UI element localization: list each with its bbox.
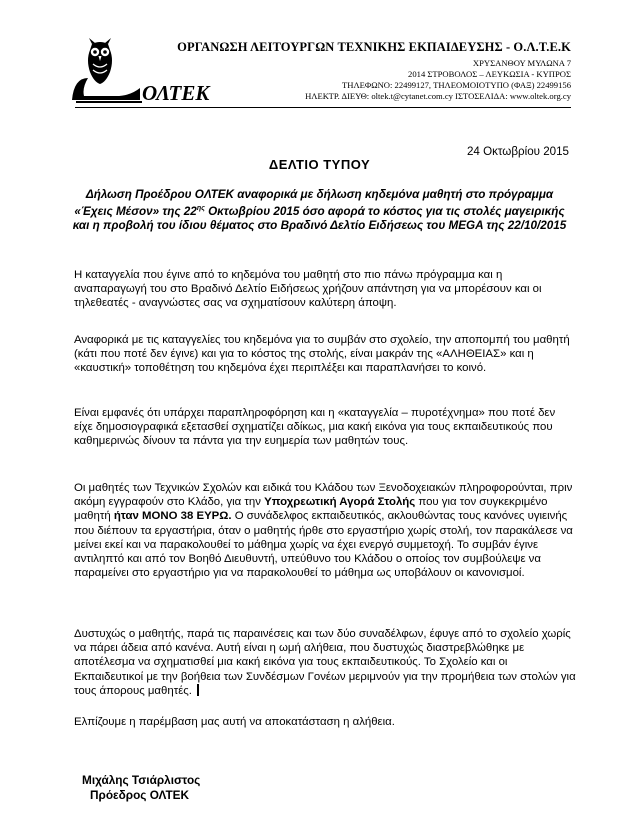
letterhead-info (177, 40, 571, 102)
contact-line: ΗΛΕΚΤΡ. ΔΙΕΥΘ: oltek.t@cytanet.com.cy ΙΣΤΟΣΕΛΙΔΑ: www.oltek.org.cy (305, 91, 571, 101)
document-title: ΔΕΛΤΙΟ ΤΥΠΟΥ (268, 157, 371, 172)
address-line-2: 2014 ΣΤΡΟΒΟΛΟΣ – ΛΕΥΚΩΣΙΑ - ΚΥΠΡΟΣ (408, 69, 571, 79)
headline (70, 188, 569, 233)
paragraph-5-text: Δυστυχώς ο μαθητής, παρά τις παραινέσεις και των δύο συναδέλφων, έφυγε από το σχολείο χωρίς να πάρει άδεια από κανένα. Αυτή είναι η ωμή αλήθεια, που δυστυχώς διαστρεβλώθηκε με αποτέλεσμα να σχηματισθεί μια κακή εικόνα για τους εκπαιδευτικούς. Το Σχολείο και οι Εκπαιδευτικοί με την βοήθεια των Συνδέσμων Γονέων μεριμνούν για την προμήθεια των στολών για τους άπορους μαθητές. (74, 628, 576, 697)
letterhead-divider (75, 107, 571, 108)
headline-superscript: ης (196, 205, 205, 212)
paragraph-3: Είναι εμφανές ότι υπάρχει παραπληροφόρηση και η «καταγγελία – πυροτέχνημα» που ποτέ δεν είχε δημοσιογραφικά εξετασθεί σχηματίζει αδίκως, μια κακή εικόνα για τους εκπαιδευτικούς που καθημερινώς δίνουν τα πάντα για την ευημερία των μαθητών τους. (74, 407, 556, 448)
release-date: 24 Οκτωβρίου 2015 (466, 145, 569, 158)
signature-block (82, 773, 200, 803)
signatory-name: Μιχάλης Τσιάρλιστος (82, 773, 201, 787)
paragraph-2: Αναφορικά με τις καταγγελίες του κηδεμόνα για το συμβάν στο σχολείο, την αποπομπή του μαθητή (κάτι που ποτέ δεν έγινε) και για το κόστος της στολής, είναι μακράν της «ΑΛΗΘΕΙΑΣ» και η «καυστική» τοποθέτηση του κηδεμόνα έχει περιπλέξει και παραπλανήσει το κοινό. (74, 334, 570, 375)
org-name: ΟΡΓΑΝΩΣΗ ΛΕΙΤΟΥΡΓΩΝ ΤΕΧΝΙΚΗΣ ΕΚΠΑΙΔΕΥΣΗΣ - Ο.Λ.Τ.Ε.Κ (177, 40, 571, 54)
headline-part-1: Δήλωση Προέδρου ΟΛΤΕΚ αναφορικά με δήλωση κηδεμόνα μαθητή στο πρόγραμμα «Έχεις Μέσον» της 22 (74, 188, 554, 218)
headline-part-2: Οκτωβρίου 2015 όσο αφορά το κόστος για τις στολές μαγειρικής και η προβολή του ίδιου θέματος στο Βραδινό Δελτίο Ειδήσεως του MEGA της 22/10/2015 (72, 204, 567, 232)
paragraph-4-bold-price: ήταν ΜΟΝΟ 38 ΕΥΡΩ. (113, 510, 232, 523)
logo-text: ΟΛΤΕΚ (142, 81, 210, 105)
paragraph-1: Η καταγγελία που έγινε από το κηδεμόνα του μαθητή στο πιο πάνω πρόγραμμα και η αναπαραγωγή του στο Βραδινό Δελτίο Ειδήσεως χρήζουν απάντηση για να μπορέσουν και οι τηλεθεατές - αναγνώστες σας να σχηματίσουν καλύτερη άποψη. (74, 269, 542, 310)
paragraph-4-bold-uniform: Υποχρεωτική Αγορά Στολής (264, 496, 416, 509)
paragraph-4-text-c: που για τον συγκεκριμένο μαθητή (74, 496, 548, 523)
signatory-role: Πρόεδρος ΟΛΤΕΚ (90, 788, 190, 802)
paragraph-5 (74, 627, 576, 698)
text-cursor (197, 684, 199, 696)
address-line-1: ΧΡΥΣΑΝΘΟΥ ΜΥΛΩΝΑ 7 (472, 58, 571, 68)
paragraph-4 (74, 481, 576, 580)
paragraph-4-text-a: Οι μαθητές των Τεχνικών Σχολών και ειδικά του Κλάδου των Ξενοδοχειακών πληροφορούνται, πριν ακόμη εγγραφούν στο Κλάδο, για την (74, 482, 573, 509)
paragraph-6: Ελπίζουμε η παρέμβαση μας αυτή να αποκατάσταση η αλήθεια. (74, 716, 395, 728)
phone-line: ΤΗΛΕΦΩΝΟ: 22499127, ΤΗΛΕΟΜΟΙΟΤΥΠΟ (ΦΑΞ) 22499156 (342, 80, 571, 90)
paragraph-4-text-e: Ο συνάδελφος εκπαιδευτικός, ακλουθώντας τους κανόνες υγιεινής που διέπουν τα εργαστήρια, όταν ο μαθητής ήρθε στο εργαστήριο χωρίς στολή, τον παρακάλεσε να μείνει εκεί και να παρακολουθεί το μάθημα χωρίς να έχει ενεργό συμμετοχή. Το συμβάν έγινε αντιληπτό και από τον Βοηθό Διευθυντή, υπεύθυνο του Κλάδου ο οποίος τον συμβούλεψε να παραμείνει στο εργαστήριο για να παρακολουθεί το μάθημα ως υποβάλουν οι κανονισμοί. (74, 510, 573, 580)
